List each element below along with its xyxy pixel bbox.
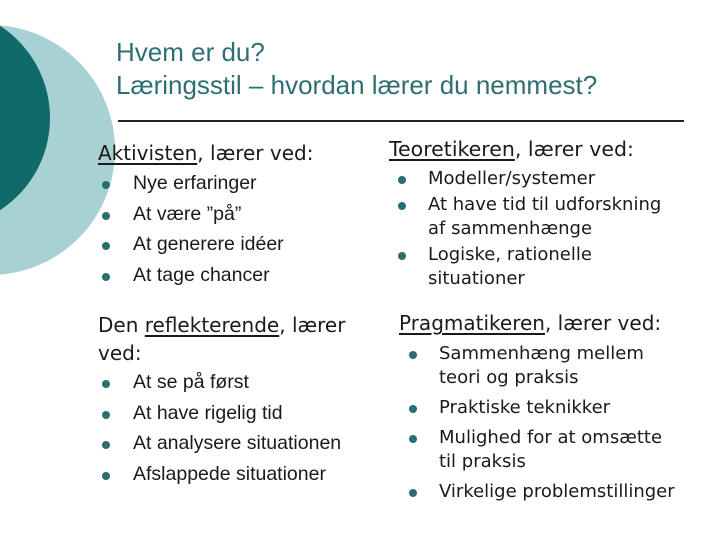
bullet-icon xyxy=(102,380,110,388)
list-item-text: Sammenhæng mellem xyxy=(439,343,644,364)
pragmatikeren-heading xyxy=(399,311,661,335)
list-item xyxy=(100,260,284,291)
reflekterende-suffix: , lærer xyxy=(279,313,346,337)
list-item xyxy=(408,396,675,420)
list-item xyxy=(100,168,284,199)
list-item-text: At have rigelig tid xyxy=(133,401,283,424)
list-item xyxy=(408,426,675,474)
list-item xyxy=(397,193,661,241)
list-item-text: Praktiske teknikker xyxy=(439,397,611,418)
pragmatikeren-suffix: , lærer ved: xyxy=(544,311,662,335)
bullet-icon xyxy=(102,411,110,419)
pragmatikeren-list xyxy=(408,342,675,504)
list-item-text: Logiske, rationelle xyxy=(428,244,592,265)
bullet-icon xyxy=(409,489,417,497)
list-item xyxy=(408,480,675,504)
bullet-icon xyxy=(102,181,110,189)
list-item xyxy=(397,243,661,291)
list-item xyxy=(397,167,661,191)
aktivisten-list xyxy=(100,168,284,290)
list-item-text: At generere idéer xyxy=(133,233,284,255)
bullet-icon xyxy=(409,435,417,443)
list-item-text: situationer xyxy=(428,268,525,289)
teoretikeren-list xyxy=(397,167,661,291)
teoretikeren-name: Teoretikeren xyxy=(389,137,515,161)
list-item-text: At have tid til udforskning xyxy=(428,194,662,215)
bullet-icon xyxy=(102,212,110,220)
list-item xyxy=(100,428,341,459)
list-item xyxy=(100,229,284,260)
bullet-icon xyxy=(102,441,110,449)
aktivisten-name: Aktivisten xyxy=(98,141,198,165)
bullet-icon xyxy=(102,242,110,250)
list-item-text: At se på først xyxy=(133,371,249,393)
bullet-icon xyxy=(102,273,110,281)
pragmatikeren-name: Pragmatikeren xyxy=(399,311,545,335)
title-line-1: Hvem er du? xyxy=(116,37,265,67)
list-item xyxy=(100,199,284,230)
list-item-text: At tage chancer xyxy=(133,263,270,286)
title-line-2: Læringsstil – hvordan lærer du nemmest? xyxy=(116,70,598,100)
reflekterende-list xyxy=(100,367,341,489)
title-divider xyxy=(118,120,684,122)
list-item-text: Nye erfaringer xyxy=(133,172,257,194)
bullet-icon xyxy=(398,252,406,260)
bullet-icon xyxy=(409,351,417,359)
bullet-icon xyxy=(409,405,417,413)
reflekterende-heading xyxy=(98,311,345,367)
aktivisten-suffix: , lærer ved: xyxy=(197,141,314,165)
list-item-text: At være ”på” xyxy=(133,202,242,225)
reflekterende-suffix-2: ved: xyxy=(98,341,142,365)
bullet-icon xyxy=(102,472,110,480)
teoretikeren-heading xyxy=(389,137,634,161)
list-item-text: af sammenhænge xyxy=(428,218,593,239)
list-item-text: Virkelige problemstillinger xyxy=(439,481,675,502)
list-item-text: Modeller/systemer xyxy=(428,168,596,189)
list-item xyxy=(100,367,341,398)
list-item-text: Mulighed for at omsætte xyxy=(439,427,663,448)
bullet-icon xyxy=(398,202,406,210)
list-item xyxy=(100,398,341,429)
teoretikeren-suffix: , lærer ved: xyxy=(514,137,634,161)
reflekterende-name: reflekterende xyxy=(144,313,280,337)
list-item-text: Afslappede situationer xyxy=(133,462,326,485)
slide-title xyxy=(116,36,597,102)
bullet-icon xyxy=(398,176,406,184)
list-item xyxy=(100,459,341,490)
aktivisten-heading xyxy=(98,141,313,165)
list-item-text: teori og praksis xyxy=(439,367,579,388)
list-item-text: At analysere situationen xyxy=(133,432,342,454)
list-item xyxy=(408,342,675,390)
list-item-text: til praksis xyxy=(439,451,526,472)
reflekterende-prefix: Den xyxy=(98,313,145,337)
